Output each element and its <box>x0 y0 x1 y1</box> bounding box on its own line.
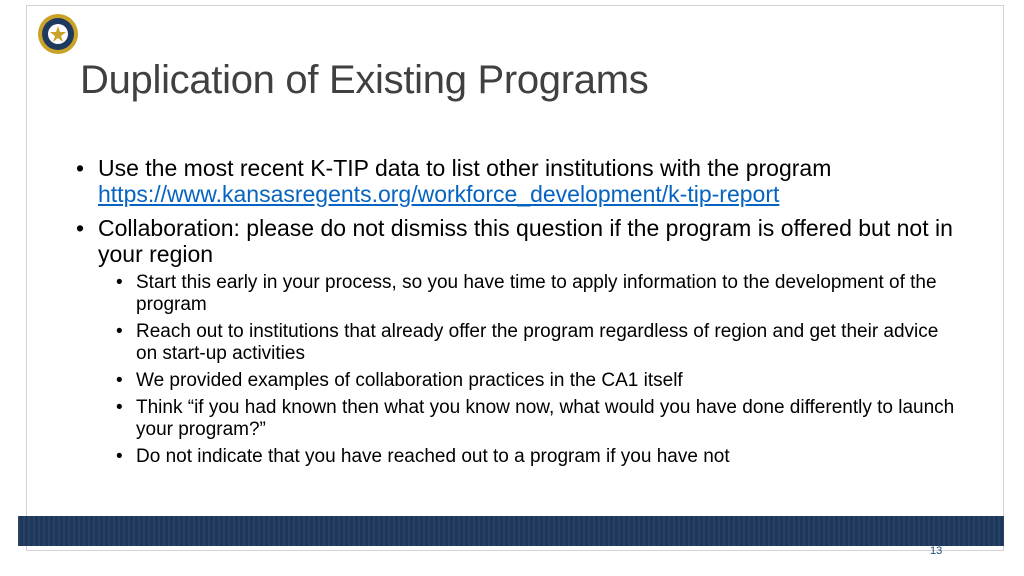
sub-bullet-text: Do not indicate that you have reached out to a program if you have not <box>136 446 730 467</box>
sub-bullet-text: We provided examples of collaboration practices in the CA1 itself <box>136 370 683 391</box>
slide-title: Duplication of Existing Programs <box>80 58 649 102</box>
slide-content <box>76 155 956 468</box>
page-number: 13 <box>930 545 943 557</box>
sub-bullet <box>116 446 956 468</box>
sub-bullet-text: Reach out to institutions that already offer the program regardless of region and get their advice on start-up activities <box>136 321 939 364</box>
bullet-dot: • <box>76 215 85 241</box>
sub-bullet-dot: • <box>116 321 123 342</box>
kansas-seal-logo <box>37 13 79 55</box>
sub-bullet-text: Start this early in your process, so you have time to apply information to the development of the program <box>136 272 937 315</box>
ktip-report-link[interactable]: https://www.kansasregents.org/workforce_development/k-tip-report <box>98 181 780 207</box>
bullet-ktip-text: Use the most recent K-TIP data to list other institutions with the program <box>98 155 832 181</box>
footer-band <box>18 516 1004 546</box>
sub-bullet-dot: • <box>116 272 123 293</box>
bullet-collaboration <box>76 215 956 267</box>
sub-bullet-text: Think “if you had known then what you know now, what would you have done differently to launch your program?” <box>136 397 955 440</box>
bullet-ktip <box>76 155 956 207</box>
sub-bullet <box>116 397 956 441</box>
sub-bullet-dot: • <box>116 370 123 391</box>
sub-bullet-dot: • <box>116 397 123 418</box>
sub-bullet <box>116 272 956 316</box>
bullet-collaboration-text: Collaboration: please do not dismiss this question if the program is offered but not in your region <box>98 215 953 267</box>
sub-bullet-dot: • <box>116 446 123 467</box>
bullet-dot: • <box>76 155 85 181</box>
sub-bullet <box>116 370 956 392</box>
sub-bullet <box>116 321 956 365</box>
